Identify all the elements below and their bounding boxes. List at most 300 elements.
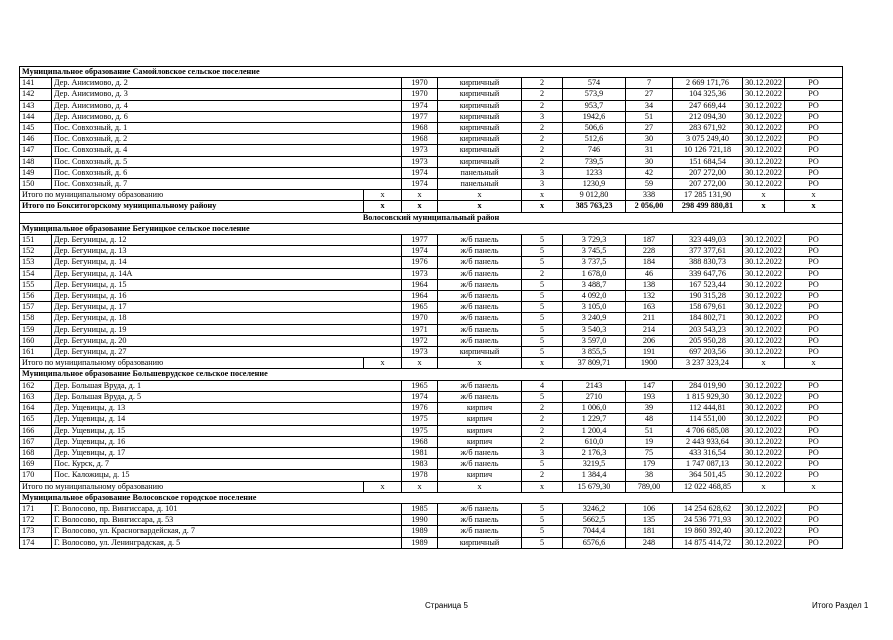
- table-cell: 212 094,30: [673, 111, 743, 122]
- table-cell: 1970: [402, 89, 438, 100]
- table-cell: 30.12.2022: [743, 459, 785, 470]
- table-cell: х: [522, 190, 563, 201]
- table-cell: 385 763,23: [563, 201, 626, 212]
- table-cell: РО: [785, 503, 843, 514]
- table-cell: 5: [522, 235, 563, 246]
- table-cell: 3 237 323,24: [673, 358, 743, 369]
- subtotal-row: [20, 190, 843, 201]
- table-cell: х: [785, 481, 843, 492]
- table-cell: 746: [563, 145, 626, 156]
- section-title: Муниципальное образование Волосовское городское поселение: [20, 492, 843, 503]
- table-cell: 1977: [402, 235, 438, 246]
- table-cell: 30.12.2022: [743, 279, 785, 290]
- table-cell: 697 203,56: [673, 347, 743, 358]
- district-title: Волосовский муниципальный район: [20, 212, 843, 223]
- table-cell: 152: [20, 246, 52, 257]
- table-cell: 3 855,5: [563, 347, 626, 358]
- table-cell: 3: [522, 179, 563, 190]
- table-cell: 3: [522, 167, 563, 178]
- table-cell: х: [785, 358, 843, 369]
- table-row: [20, 515, 843, 526]
- table-cell: Дер. Бегуницы, д. 16: [52, 291, 402, 302]
- table-cell: кирпичный: [438, 78, 522, 89]
- table-row: [20, 302, 843, 313]
- table-cell: 5: [522, 526, 563, 537]
- table-cell: кирпичный: [438, 123, 522, 134]
- table-cell: 1 384,4: [563, 470, 626, 481]
- table-cell: кирпич: [438, 470, 522, 481]
- table-cell: 7044,4: [563, 526, 626, 537]
- table-cell: 5: [522, 246, 563, 257]
- table-cell: 5: [522, 347, 563, 358]
- table-cell: ж/б панель: [438, 302, 522, 313]
- table-cell: 138: [626, 279, 673, 290]
- table-cell: 75: [626, 447, 673, 458]
- table-cell: 283 671,92: [673, 123, 743, 134]
- table-cell: 179: [626, 459, 673, 470]
- table-cell: ж/б панель: [438, 391, 522, 402]
- table-cell: Пос. Совхозный, д. 2: [52, 134, 402, 145]
- table-cell: 5: [522, 279, 563, 290]
- table-cell: 30.12.2022: [743, 335, 785, 346]
- table-cell: РО: [785, 324, 843, 335]
- section-header-row: [20, 67, 843, 78]
- table-cell: Дер. Анисимово, д. 4: [52, 100, 402, 111]
- table-cell: 5: [522, 335, 563, 346]
- table-row: [20, 111, 843, 122]
- table-cell: 38: [626, 470, 673, 481]
- total-label: Итого по Бокситогорскому муниципальному району: [20, 201, 364, 212]
- table-cell: 1230,9: [563, 179, 626, 190]
- table-cell: 1983: [402, 459, 438, 470]
- table-row: [20, 403, 843, 414]
- table-cell: 1 006,0: [563, 403, 626, 414]
- table-cell: 3 745,5: [563, 246, 626, 257]
- table-cell: РО: [785, 526, 843, 537]
- table-cell: ж/б панель: [438, 515, 522, 526]
- table-cell: 1233: [563, 167, 626, 178]
- table-cell: РО: [785, 100, 843, 111]
- table-cell: 158 679,61: [673, 302, 743, 313]
- table-cell: 1989: [402, 526, 438, 537]
- table-cell: 1985: [402, 503, 438, 514]
- total-label: Итого по муниципальному образованию: [20, 358, 364, 369]
- table-cell: 3 105,0: [563, 302, 626, 313]
- table-cell: 135: [626, 515, 673, 526]
- table-cell: РО: [785, 111, 843, 122]
- table-cell: 30.12.2022: [743, 78, 785, 89]
- table-cell: 1964: [402, 291, 438, 302]
- table-cell: 30.12.2022: [743, 100, 785, 111]
- table-cell: х: [522, 481, 563, 492]
- table-cell: Дер. Бегуницы, д. 17: [52, 302, 402, 313]
- table-cell: х: [364, 190, 402, 201]
- table-cell: 30.12.2022: [743, 268, 785, 279]
- table-cell: РО: [785, 268, 843, 279]
- table-cell: 30.12.2022: [743, 391, 785, 402]
- table-cell: х: [438, 481, 522, 492]
- table-cell: 5: [522, 324, 563, 335]
- table-cell: 9 012,80: [563, 190, 626, 201]
- table-row: [20, 459, 843, 470]
- table-cell: 30.12.2022: [743, 403, 785, 414]
- table-cell: кирпичный: [438, 156, 522, 167]
- table-cell: 2710: [563, 391, 626, 402]
- table-cell: 789,00: [626, 481, 673, 492]
- table-cell: 154: [20, 268, 52, 279]
- table-cell: 30.12.2022: [743, 503, 785, 514]
- table-cell: 39: [626, 403, 673, 414]
- table-cell: РО: [785, 447, 843, 458]
- table-cell: ж/б панель: [438, 335, 522, 346]
- table-cell: Г. Волосово, пр. Вингиссара, д. 53: [52, 515, 402, 526]
- table-cell: Дер. Большая Вруда, д. 5: [52, 391, 402, 402]
- table-cell: 1968: [402, 134, 438, 145]
- table-cell: 1990: [402, 515, 438, 526]
- table-cell: 739,5: [563, 156, 626, 167]
- table-cell: 5: [522, 313, 563, 324]
- table-row: [20, 279, 843, 290]
- section-title: Муниципальное образование Бегуницкое сельское поселение: [20, 223, 843, 234]
- table-cell: 173: [20, 526, 52, 537]
- table-cell: 1974: [402, 179, 438, 190]
- table-cell: 181: [626, 526, 673, 537]
- table-cell: Г. Волосово, пр. Вингиссара, д. 101: [52, 503, 402, 514]
- table-cell: 30.12.2022: [743, 257, 785, 268]
- table-cell: кирпичный: [438, 89, 522, 100]
- table-cell: 10 126 721,18: [673, 145, 743, 156]
- table-cell: ж/б панель: [438, 268, 522, 279]
- table-cell: 141: [20, 78, 52, 89]
- table-cell: РО: [785, 537, 843, 548]
- table-cell: Дер. Бегуницы, д. 14: [52, 257, 402, 268]
- table-cell: 12 022 468,85: [673, 481, 743, 492]
- table-cell: Дер. Анисимово, д. 3: [52, 89, 402, 100]
- table-cell: 164: [20, 403, 52, 414]
- table-cell: ж/б панель: [438, 291, 522, 302]
- table-cell: х: [522, 201, 563, 212]
- table-cell: 19 860 392,40: [673, 526, 743, 537]
- table-row: [20, 347, 843, 358]
- table-cell: Дер. Бегуницы, д. 27: [52, 347, 402, 358]
- table-cell: х: [402, 358, 438, 369]
- table-cell: 2: [522, 134, 563, 145]
- table-cell: 1973: [402, 145, 438, 156]
- table-cell: ж/б панель: [438, 526, 522, 537]
- table-cell: Дер. Ущевицы, д. 14: [52, 414, 402, 425]
- table-cell: 2: [522, 100, 563, 111]
- table-cell: 1974: [402, 167, 438, 178]
- subtotal-row: [20, 358, 843, 369]
- table-cell: 2: [522, 268, 563, 279]
- table-cell: кирпич: [438, 403, 522, 414]
- table-cell: ж/б панель: [438, 380, 522, 391]
- table-cell: 150: [20, 179, 52, 190]
- table-cell: 5: [522, 503, 563, 514]
- table-cell: 30.12.2022: [743, 111, 785, 122]
- table-cell: х: [522, 358, 563, 369]
- table-cell: РО: [785, 246, 843, 257]
- table-cell: 30.12.2022: [743, 235, 785, 246]
- table-cell: 160: [20, 335, 52, 346]
- table-cell: 205 950,28: [673, 335, 743, 346]
- table-cell: х: [438, 190, 522, 201]
- table-cell: 30.12.2022: [743, 447, 785, 458]
- table-cell: РО: [785, 302, 843, 313]
- table-row: [20, 156, 843, 167]
- table-cell: РО: [785, 235, 843, 246]
- table-cell: РО: [785, 257, 843, 268]
- table-cell: РО: [785, 89, 843, 100]
- table-cell: 338: [626, 190, 673, 201]
- section-total-label: Итого Раздел 1: [812, 601, 869, 610]
- table-cell: РО: [785, 403, 843, 414]
- table-cell: х: [364, 201, 402, 212]
- table-body: [20, 67, 843, 549]
- table-cell: 30.12.2022: [743, 324, 785, 335]
- table-cell: х: [364, 481, 402, 492]
- table-cell: 30.12.2022: [743, 167, 785, 178]
- table-cell: 19: [626, 436, 673, 447]
- table-cell: РО: [785, 313, 843, 324]
- table-row: [20, 503, 843, 514]
- table-cell: 610,0: [563, 436, 626, 447]
- table-cell: Г. Волосово, ул. Ленинградская, д. 5: [52, 537, 402, 548]
- table-cell: 3 240,9: [563, 313, 626, 324]
- table-cell: ж/б панель: [438, 235, 522, 246]
- table-cell: Пос. Совхозный, д. 4: [52, 145, 402, 156]
- table-cell: кирпичный: [438, 134, 522, 145]
- table-cell: Дер. Бегуницы, д. 12: [52, 235, 402, 246]
- table-cell: панельный: [438, 179, 522, 190]
- table-cell: 203 543,23: [673, 324, 743, 335]
- table-cell: РО: [785, 380, 843, 391]
- table-cell: 1970: [402, 313, 438, 324]
- table-cell: РО: [785, 347, 843, 358]
- table-cell: х: [402, 201, 438, 212]
- table-cell: 1975: [402, 414, 438, 425]
- table-cell: 171: [20, 503, 52, 514]
- table-cell: 506,6: [563, 123, 626, 134]
- table-cell: 30: [626, 156, 673, 167]
- table-cell: 1900: [626, 358, 673, 369]
- table-cell: 4 706 685,08: [673, 425, 743, 436]
- table-cell: 30.12.2022: [743, 436, 785, 447]
- table-row: [20, 268, 843, 279]
- table-cell: 206: [626, 335, 673, 346]
- table-cell: 1 229,7: [563, 414, 626, 425]
- table-cell: Пос. Совхозный, д. 5: [52, 156, 402, 167]
- table-cell: 207 272,00: [673, 179, 743, 190]
- table-cell: 284 019,90: [673, 380, 743, 391]
- table-row: [20, 425, 843, 436]
- table-cell: 433 316,54: [673, 447, 743, 458]
- table-cell: 2: [522, 414, 563, 425]
- table-cell: кирпичный: [438, 111, 522, 122]
- table-cell: 51: [626, 111, 673, 122]
- table-cell: 214: [626, 324, 673, 335]
- table-cell: РО: [785, 78, 843, 89]
- table-cell: 112 444,81: [673, 403, 743, 414]
- table-cell: 1970: [402, 78, 438, 89]
- table-cell: 191: [626, 347, 673, 358]
- district-total-row: [20, 201, 843, 212]
- table-cell: 106: [626, 503, 673, 514]
- table-cell: х: [743, 201, 785, 212]
- table-cell: 151: [20, 235, 52, 246]
- table-cell: 30.12.2022: [743, 145, 785, 156]
- table-cell: 2: [522, 403, 563, 414]
- table-cell: 193: [626, 391, 673, 402]
- table-cell: 30.12.2022: [743, 470, 785, 481]
- table-cell: 166: [20, 425, 52, 436]
- table-cell: 2 176,3: [563, 447, 626, 458]
- section-header-row: [20, 492, 843, 503]
- table-cell: 163: [20, 391, 52, 402]
- table-cell: 14 254 628,62: [673, 503, 743, 514]
- table-cell: 6576,6: [563, 537, 626, 548]
- table-row: [20, 391, 843, 402]
- total-label: Итого по муниципальному образованию: [20, 481, 364, 492]
- table-row: [20, 380, 843, 391]
- table-row: [20, 313, 843, 324]
- table-row: [20, 335, 843, 346]
- table-cell: 165: [20, 414, 52, 425]
- table-cell: РО: [785, 515, 843, 526]
- table-row: [20, 447, 843, 458]
- table-cell: 30.12.2022: [743, 291, 785, 302]
- table-cell: 2: [522, 425, 563, 436]
- table-cell: кирпичный: [438, 145, 522, 156]
- table-row: [20, 291, 843, 302]
- table-cell: 1 200,4: [563, 425, 626, 436]
- table-cell: 1 815 929,30: [673, 391, 743, 402]
- table-cell: 1975: [402, 425, 438, 436]
- table-cell: х: [785, 190, 843, 201]
- section-header-row: [20, 369, 843, 380]
- table-row: [20, 145, 843, 156]
- table-cell: 1974: [402, 100, 438, 111]
- table-cell: РО: [785, 459, 843, 470]
- table-cell: Дер. Ущевицы, д. 16: [52, 436, 402, 447]
- table-cell: 156: [20, 291, 52, 302]
- table-cell: 155: [20, 279, 52, 290]
- table-row: [20, 257, 843, 268]
- table-cell: х: [743, 190, 785, 201]
- table-cell: Пос. Совхозный, д. 1: [52, 123, 402, 134]
- table-row: [20, 324, 843, 335]
- table-cell: 158: [20, 313, 52, 324]
- table-cell: х: [743, 358, 785, 369]
- table-cell: 147: [626, 380, 673, 391]
- table-row: [20, 537, 843, 548]
- housing-registry-table: [19, 66, 843, 549]
- table-cell: 149: [20, 167, 52, 178]
- table-cell: 174: [20, 537, 52, 548]
- table-cell: 1978: [402, 470, 438, 481]
- table-cell: 187: [626, 235, 673, 246]
- table-cell: 1972: [402, 335, 438, 346]
- table-cell: 3 729,3: [563, 235, 626, 246]
- table-cell: РО: [785, 414, 843, 425]
- table-cell: кирпичный: [438, 100, 522, 111]
- table-cell: 31: [626, 145, 673, 156]
- table-cell: 247 669,44: [673, 100, 743, 111]
- table-cell: 1973: [402, 347, 438, 358]
- document-sheet: [19, 66, 842, 549]
- table-cell: 2143: [563, 380, 626, 391]
- table-cell: 3246,2: [563, 503, 626, 514]
- table-cell: 2: [522, 78, 563, 89]
- table-cell: Дер. Ущевицы, д. 17: [52, 447, 402, 458]
- table-cell: Дер. Большая Вруда, д. 1: [52, 380, 402, 391]
- section-title: Муниципальное образование Большеврудское сельское поселение: [20, 369, 843, 380]
- table-cell: 142: [20, 89, 52, 100]
- table-cell: 30.12.2022: [743, 425, 785, 436]
- table-cell: ж/б панель: [438, 313, 522, 324]
- table-cell: 17 285 131,90: [673, 190, 743, 201]
- table-cell: 168: [20, 447, 52, 458]
- table-cell: 339 647,76: [673, 268, 743, 279]
- table-cell: РО: [785, 279, 843, 290]
- table-cell: 59: [626, 179, 673, 190]
- table-cell: ж/б панель: [438, 324, 522, 335]
- table-row: [20, 167, 843, 178]
- table-cell: 30.12.2022: [743, 179, 785, 190]
- table-cell: 2 669 171,76: [673, 78, 743, 89]
- table-row: [20, 526, 843, 537]
- subtotal-row: [20, 481, 843, 492]
- table-cell: Пос. Курск, д. 7: [52, 459, 402, 470]
- table-cell: РО: [785, 145, 843, 156]
- table-cell: ж/б панель: [438, 257, 522, 268]
- table-cell: 2: [522, 123, 563, 134]
- table-cell: ж/б панель: [438, 503, 522, 514]
- table-cell: 3 488,7: [563, 279, 626, 290]
- table-cell: РО: [785, 335, 843, 346]
- table-cell: 1942,6: [563, 111, 626, 122]
- table-cell: 167: [20, 436, 52, 447]
- table-cell: 34: [626, 100, 673, 111]
- table-cell: 1971: [402, 324, 438, 335]
- table-cell: 184 802,71: [673, 313, 743, 324]
- table-cell: 2 443 933,64: [673, 436, 743, 447]
- table-cell: 27: [626, 89, 673, 100]
- table-cell: 3 540,3: [563, 324, 626, 335]
- table-cell: 30.12.2022: [743, 380, 785, 391]
- table-cell: 30.12.2022: [743, 156, 785, 167]
- table-cell: 2: [522, 436, 563, 447]
- table-cell: 5: [522, 291, 563, 302]
- table-cell: х: [743, 481, 785, 492]
- table-cell: РО: [785, 123, 843, 134]
- table-row: [20, 179, 843, 190]
- table-cell: 1973: [402, 156, 438, 167]
- table-row: [20, 78, 843, 89]
- table-cell: 143: [20, 100, 52, 111]
- table-cell: 30.12.2022: [743, 515, 785, 526]
- table-cell: 4: [522, 380, 563, 391]
- page-number: Страница 5: [425, 601, 468, 610]
- table-cell: 144: [20, 111, 52, 122]
- table-cell: 162: [20, 380, 52, 391]
- table-cell: 30.12.2022: [743, 302, 785, 313]
- table-cell: 37 809,71: [563, 358, 626, 369]
- table-row: [20, 414, 843, 425]
- section-title: Муниципальное образование Самойловское сельское поселение: [20, 67, 843, 78]
- total-label: Итого по муниципальному образованию: [20, 190, 364, 201]
- table-cell: 1974: [402, 391, 438, 402]
